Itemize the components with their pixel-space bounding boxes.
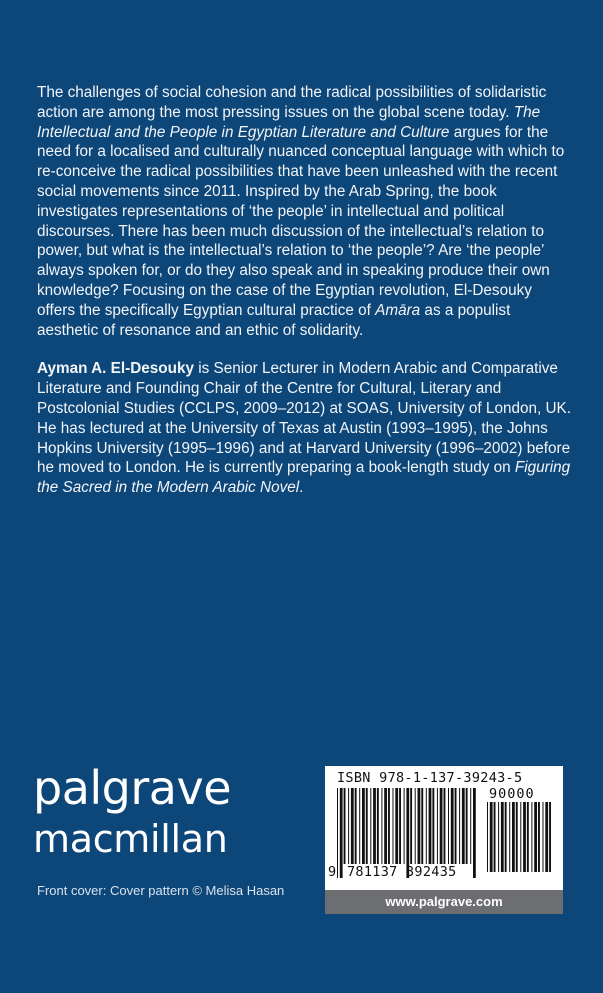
bio-text: . bbox=[299, 479, 304, 497]
description-text: The challenges of social cohesion and the radical possibilities of solidaristic action are among the most pressing issues on the global scene today. bbox=[37, 84, 547, 121]
publisher-url: www.palgrave.com bbox=[325, 890, 563, 914]
bio-text: is Senior Lecturer in Modern Arabic and Comparative Literature and Founding Chair of the Centre for Cultural, Literary and Postcolonial Studies (CCLPS, 2009–2012) at SOAS, University of London, UK. He has lectured at the University of Texas at Austin (1993–1995), the Johns Hopkins University (1995–1996) and at Harvard University (1996–2002) before he moved to London. He is currently preparing a book-length study on bbox=[37, 360, 571, 477]
description-text: argues for the need for a localised and culturally nuanced conceptual language with which to re-conceive the radical possibilities that have been unleashed with the recent social movements since 2011. Inspired by the Arab Spring, the book investigates representations of ‘the people’ in intellectual and political discourses. There has been much discussion of the intellectual’s relation to power, but what is the intellectual’s relation to ‘the people’? Are ‘the people’ always spoken for, or do they also speak and in speaking produce their own knowledge? Focusing on the case of the Egyptian revolution, El-Desouky offers the specifically Egyptian cultural practice of bbox=[37, 123, 565, 319]
logo-line-macmillan: macmillan bbox=[33, 817, 228, 861]
logo-line-palgrave: palgrave bbox=[33, 761, 231, 815]
description-text: as a populist aesthetic of resonance and an ethic of solidarity. bbox=[37, 301, 511, 339]
barcode-digits: 781137 392435 bbox=[347, 864, 457, 880]
description-paragraph bbox=[37, 83, 572, 340]
barcode-bars-addon bbox=[487, 802, 553, 886]
author-bio-paragraph bbox=[37, 359, 572, 498]
isbn-label: ISBN 978-1-137-39243-5 bbox=[337, 770, 523, 786]
barcode-first-digit: 9 bbox=[328, 864, 337, 880]
term-amara: Amāra bbox=[375, 301, 421, 319]
publisher-logo bbox=[33, 763, 231, 861]
cover-credit: Front cover: Cover pattern © Melisa Hasan bbox=[37, 883, 285, 898]
back-cover-blurb bbox=[37, 83, 572, 517]
book-title: The Intellectual and the People in Egyptian Literature and Culture bbox=[37, 103, 541, 141]
author-name: Ayman A. El-Desouky bbox=[37, 360, 194, 378]
forthcoming-title: Figuring the Sacred in the Modern Arabic Novel bbox=[37, 459, 571, 497]
price-addon-number: 90000 bbox=[489, 786, 535, 802]
